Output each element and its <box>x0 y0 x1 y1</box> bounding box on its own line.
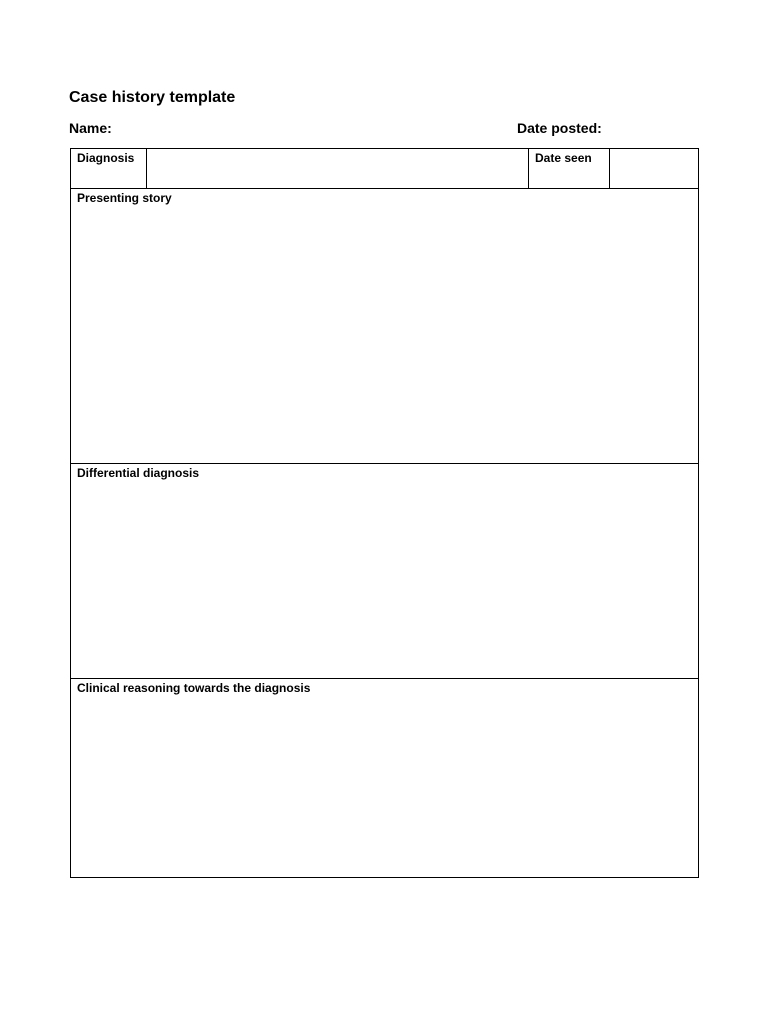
page-title: Case history template <box>69 89 236 106</box>
differential-diagnosis-field[interactable] <box>71 464 698 679</box>
case-history-table <box>70 148 699 878</box>
diagnosis-field[interactable] <box>147 149 529 188</box>
date-seen-field[interactable] <box>610 149 698 188</box>
clinical-reasoning-label: Clinical reasoning towards the diagnosis <box>77 681 311 695</box>
diagnosis-label: Diagnosis <box>77 151 135 165</box>
differential-diagnosis-label: Differential diagnosis <box>77 466 200 480</box>
presenting-story-field[interactable] <box>71 189 698 464</box>
name-label: Name: <box>69 120 112 136</box>
date-seen-label: Date seen <box>535 151 592 165</box>
diagnosis-row <box>71 149 698 189</box>
diagnosis-label-cell <box>71 149 147 188</box>
date-posted-label: Date posted: <box>517 120 602 136</box>
date-seen-label-cell <box>529 149 610 188</box>
clinical-reasoning-field[interactable] <box>71 679 698 877</box>
presenting-story-label: Presenting story <box>77 191 172 205</box>
